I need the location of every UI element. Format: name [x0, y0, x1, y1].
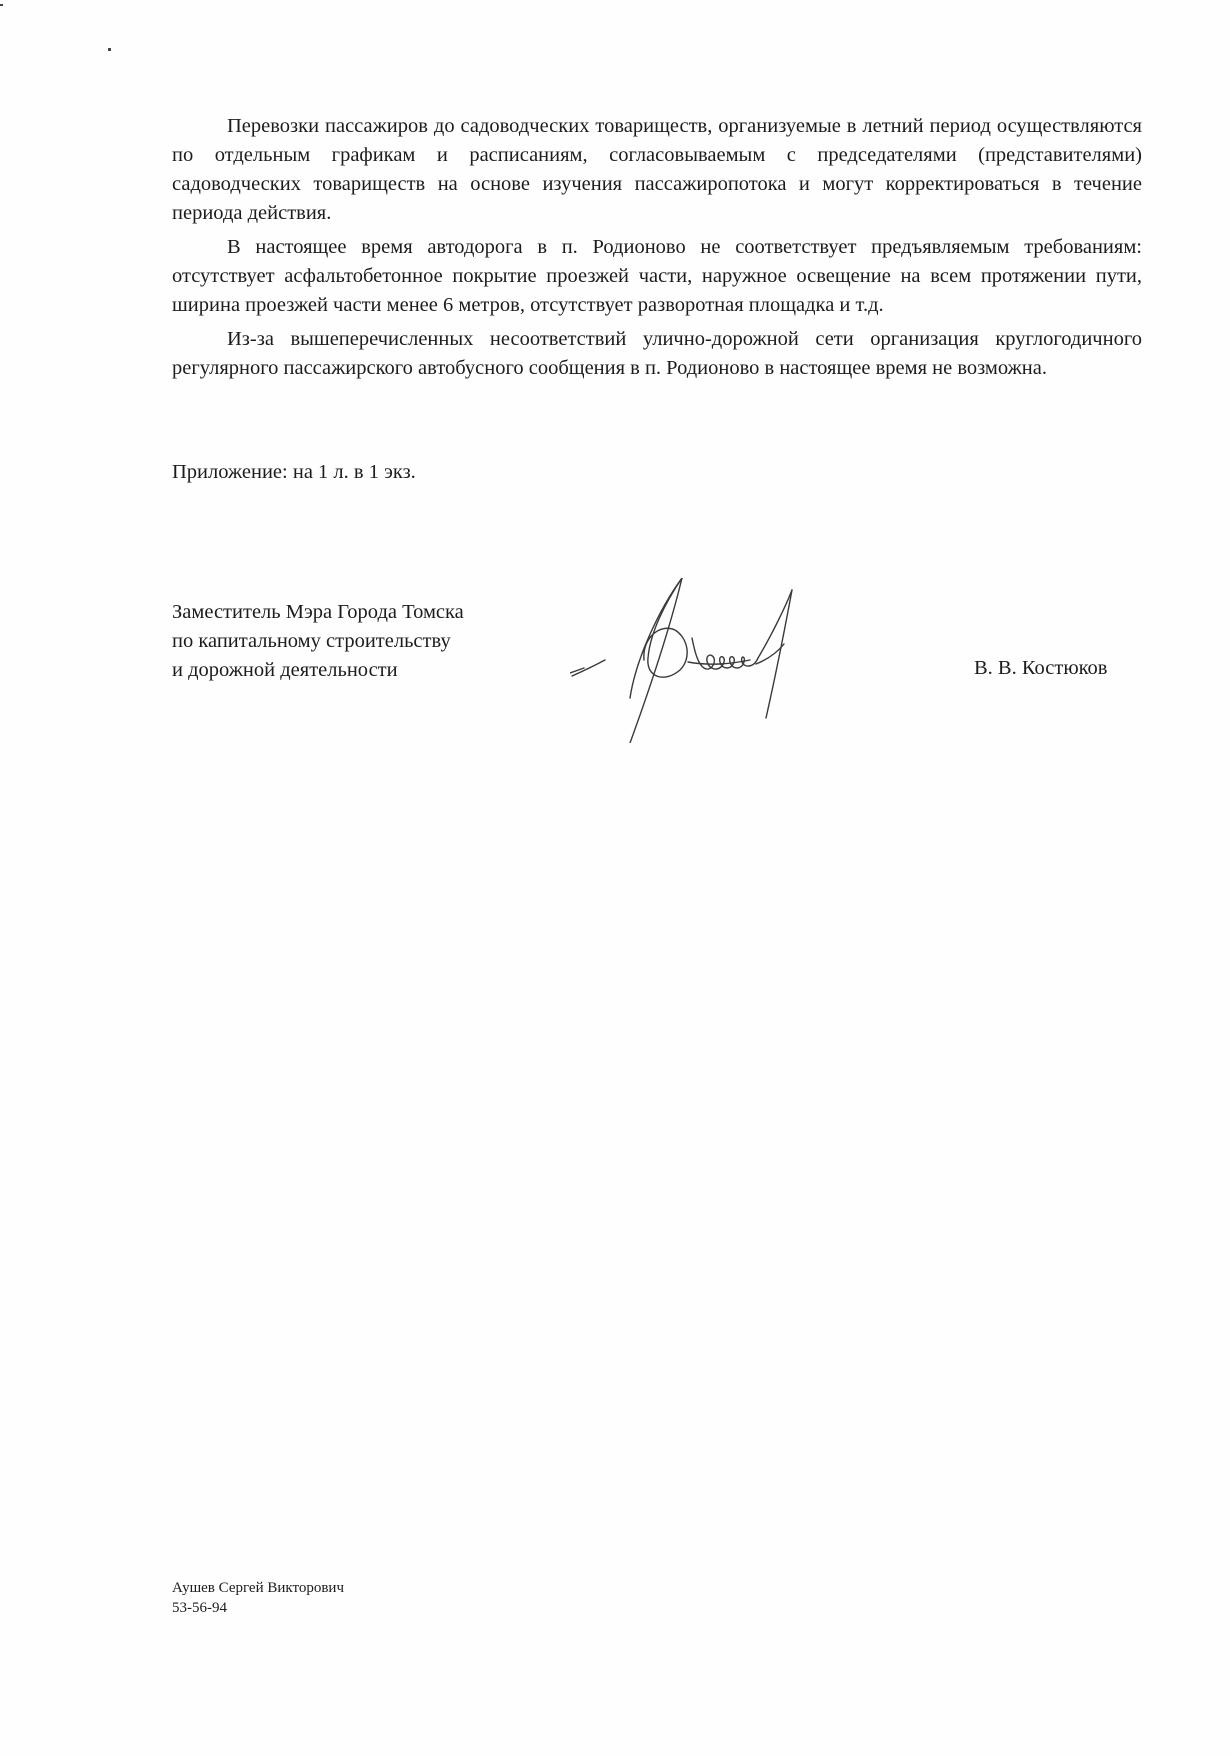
position-line: по капитальному строительству	[172, 630, 451, 652]
attachment-note: Приложение: на 1 л. в 1 экз.	[172, 461, 416, 483]
signatory-name: В. В. Костюков	[974, 657, 1108, 679]
position-line: и дорожной деятельности	[172, 659, 398, 681]
scan-dot	[108, 48, 111, 51]
handwritten-signature	[570, 578, 870, 743]
position-line: Заместитель Мэра Города Томска	[172, 601, 464, 623]
executor-phone: 53-56-94	[172, 1600, 227, 1616]
paragraph-road-condition: В настоящее время автодорога в п. Родионово не соответствует предъявляемым требованиям: отсутствует асфальтобетонное покрытие проезжей части, наружное освещение на всем протяжении пути, ширина проезжей части менее 6 метров, отсутствует разворотная площадка и т.д.	[172, 236, 1142, 316]
executor-name: Аушев Сергей Викторович	[172, 1580, 344, 1596]
scan-tick	[0, 4, 3, 6]
letter-body	[172, 112, 1142, 388]
signatory-position	[172, 598, 464, 685]
paragraph-conclusion: Из-за вышеперечисленных несоответствий улично-дорожной сети организация круглогодичного регулярного пассажирского автобусного сообщения в п. Родионово в настоящее время не возможна.	[172, 328, 1142, 379]
executor-info	[172, 1578, 344, 1618]
paragraph-summer-routes: Перевозки пассажиров до садоводческих товариществ, организуемые в летний период осуществляются по отдельным графикам и расписаниям, согласовываемым с председателями (представителями) садоводческих товариществ на основе изучения пассажиропотока и могут корректироваться в течение периода действия.	[172, 115, 1142, 224]
